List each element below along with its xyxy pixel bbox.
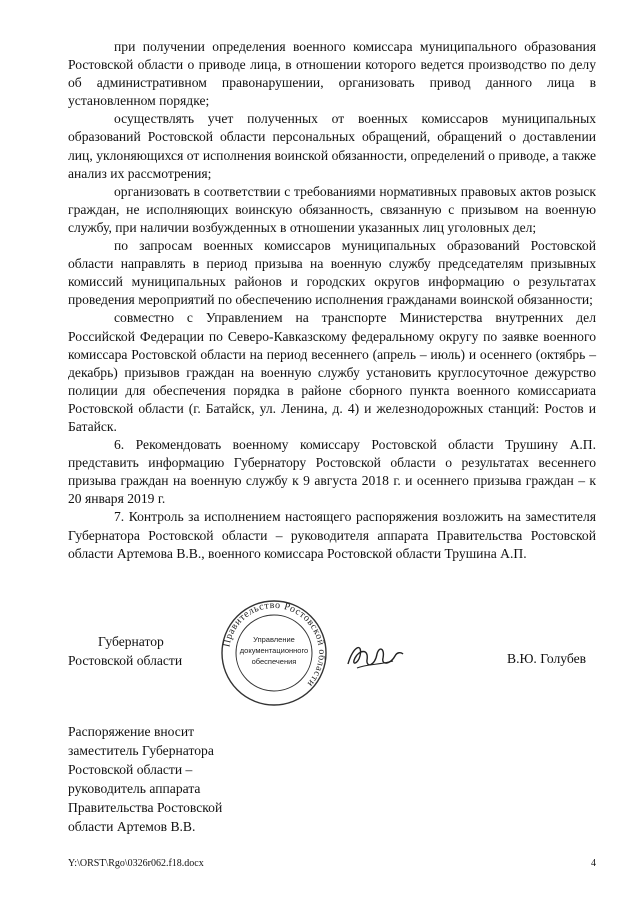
- submitter-line: области Артемов В.В.: [68, 819, 196, 834]
- footer-file-path: Y:\ORST\Rgo\0326r062.f18.docx: [68, 858, 204, 869]
- document-body: [68, 38, 596, 563]
- submitter-line: руководитель аппарата: [68, 781, 201, 796]
- submitter-line: Распоряжение вносит: [68, 724, 195, 739]
- stamp-inner-line3: обеспечения: [251, 657, 297, 666]
- stamp-inner-line2: документационного: [239, 646, 309, 655]
- paragraph: совместно с Управлением на транспорте Министерства внутренних дел Российской Федерации по Северо-Кавказскому федеральному округу по заявке военного комиссара Ростовской области на период весеннего (апрель – июль) и осеннего (октябрь – декабрь) призывов граждан на военную службу установить круглосуточное дежурство полиции для обеспечения порядка в районе сборного пункта военного комиссариата Ростовской области (г. Батайск, ул. Ленина, д. 4) и железнодорожных станций: Ростов и Батайск.: [68, 310, 596, 434]
- signatory-title: [68, 632, 182, 670]
- page-number: 4: [591, 858, 596, 869]
- paragraph: организовать в соответствии с требованиями нормативных правовых актов розыск граждан, не исполняющих воинскую обязанность, связанную с призывом на военную службу, при наличии возбужденных в отношении указанных лиц уголовных дел;: [68, 183, 596, 235]
- signatory-title-line2: Ростовской области: [68, 653, 183, 668]
- paragraph: осуществлять учет полученных от военных комиссаров муниципальных образований Ростовской области персональных обращений, обращений о доставлении лиц, уклоняющихся от исполнения воинской обязанности, определений о приводе, а также анализ их рассмотрения;: [68, 111, 596, 181]
- submitter-line: Ростовской области –: [68, 762, 193, 777]
- stamp-outer-text: Правительство Ростовской области: [221, 599, 328, 690]
- signatory-title-line1: Губернатор: [98, 634, 164, 649]
- submitter-note: [68, 722, 222, 836]
- paragraph: по запросам военных комиссаров муниципальных образований Ростовской области направлять в период призыва на военную службу председателям призывных комиссий муниципальных районов и городских округов информацию о результатах проведения мероприятий по обеспечению исполнения гражданами воинской обязанности;: [68, 238, 596, 308]
- official-stamp: [205, 598, 343, 708]
- paragraph: 6. Рекомендовать военному комиссару Ростовской области Трушину А.П. представить информацию Губернатору Ростовской области о результатах весеннего призыва граждан на военную службу к 9 августа 2018 г. и осеннего призыва граждан – к 20 января 2019 г.: [68, 437, 596, 507]
- paragraph: при получении определения военного комиссара муниципального образования Ростовской области о приводе лица, в отношении которого ведется производство по делу об административном правонарушении, организовать привод данного лица в установленном порядке;: [68, 39, 596, 109]
- signatory-name: В.Ю. Голубев: [507, 651, 587, 666]
- stamp-inner-line1: Управление: [253, 635, 295, 644]
- submitter-line: Правительства Ростовской: [68, 800, 223, 815]
- paragraph: 7. Контроль за исполнением настоящего распоряжения возложить на заместителя Губернатора Ростовской области – руководителя аппарата Правительства Ростовской области Артемова В.В., военного комиссара Ростовской области Трушина А.П.: [68, 509, 596, 561]
- handwritten-signature: [345, 638, 405, 674]
- submitter-line: заместитель Губернатора: [68, 743, 214, 758]
